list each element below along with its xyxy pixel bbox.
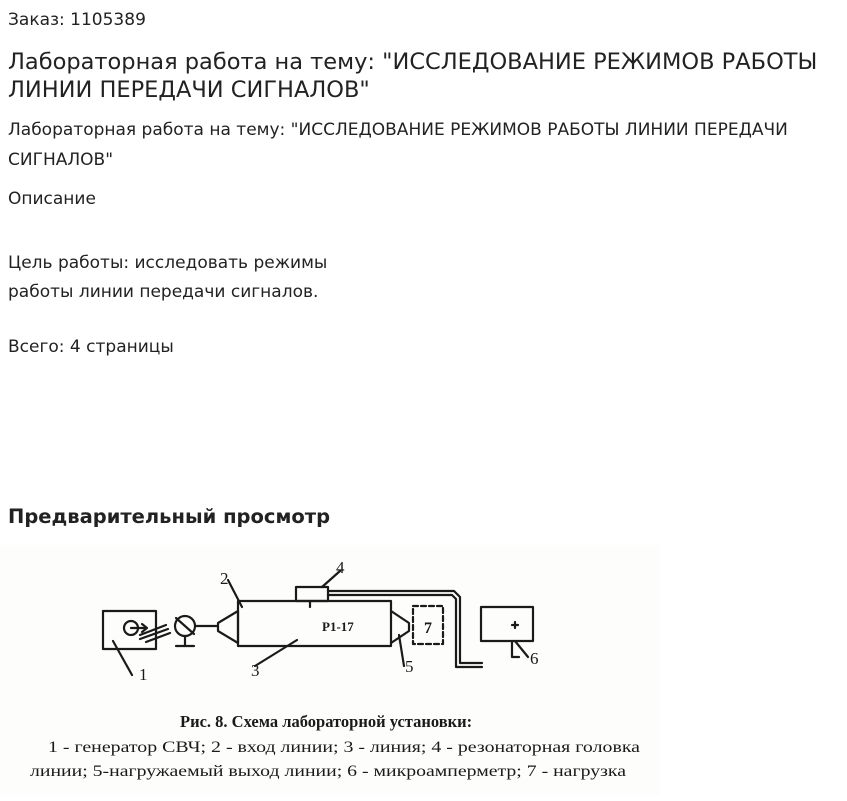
lab-setup-diagram <box>0 545 660 795</box>
preview-heading: Предварительный просмотр <box>8 505 331 528</box>
label-3: 3 <box>251 661 260 680</box>
caption-line-1: 1 - генератор СВЧ; 2 - вход линии; 3 - линия; 4 - резонаторная головка <box>48 739 641 756</box>
leader-1 <box>113 641 132 675</box>
description-heading: Описание <box>8 189 96 209</box>
input-horn <box>218 611 238 643</box>
label-6: 6 <box>530 649 539 668</box>
preview-image <box>0 545 660 795</box>
leader-5 <box>399 635 404 666</box>
label-2: 2 <box>220 569 229 588</box>
page-title: Лабораторная работа на тему: "ИССЛЕДОВАНИЕ РЕЖИМОВ РАБОТЫ ЛИНИИ ПЕРЕДАЧИ СИГНАЛОВ" <box>8 49 818 103</box>
leader-2 <box>228 580 242 607</box>
line-body <box>238 601 391 646</box>
device-label: P1-17 <box>322 619 354 634</box>
resonator-head <box>296 587 328 601</box>
generator-box <box>103 611 156 649</box>
leader-6 <box>515 641 528 657</box>
caption-title: Рис. 8. Схема лабораторной установки: <box>180 712 473 731</box>
goal-line-1: Цель работы: исследовать режимы <box>8 253 328 273</box>
page-subtitle: Лабораторная работа на тему: "ИССЛЕДОВАНИЕ РЕЖИМОВ РАБОТЫ ЛИНИИ ПЕРЕДАЧИ СИГНАЛОВ" <box>8 120 788 170</box>
goal-line-2: работы линии передачи сигналов. <box>8 282 319 302</box>
page-count: Всего: 4 страницы <box>8 337 174 357</box>
order-number: Заказ: 1105389 <box>8 10 146 30</box>
microammeter-box <box>481 607 533 641</box>
label-5: 5 <box>405 657 414 676</box>
leader-3 <box>255 640 297 666</box>
label-4: 4 <box>336 558 345 577</box>
label-1: 1 <box>139 665 148 684</box>
label-7: 7 <box>424 620 432 637</box>
goal-text <box>8 249 428 307</box>
caption-line-2: линии; 5-нагружаемый выход линии; 6 - микроамперметр; 7 - нагрузка <box>30 763 627 780</box>
